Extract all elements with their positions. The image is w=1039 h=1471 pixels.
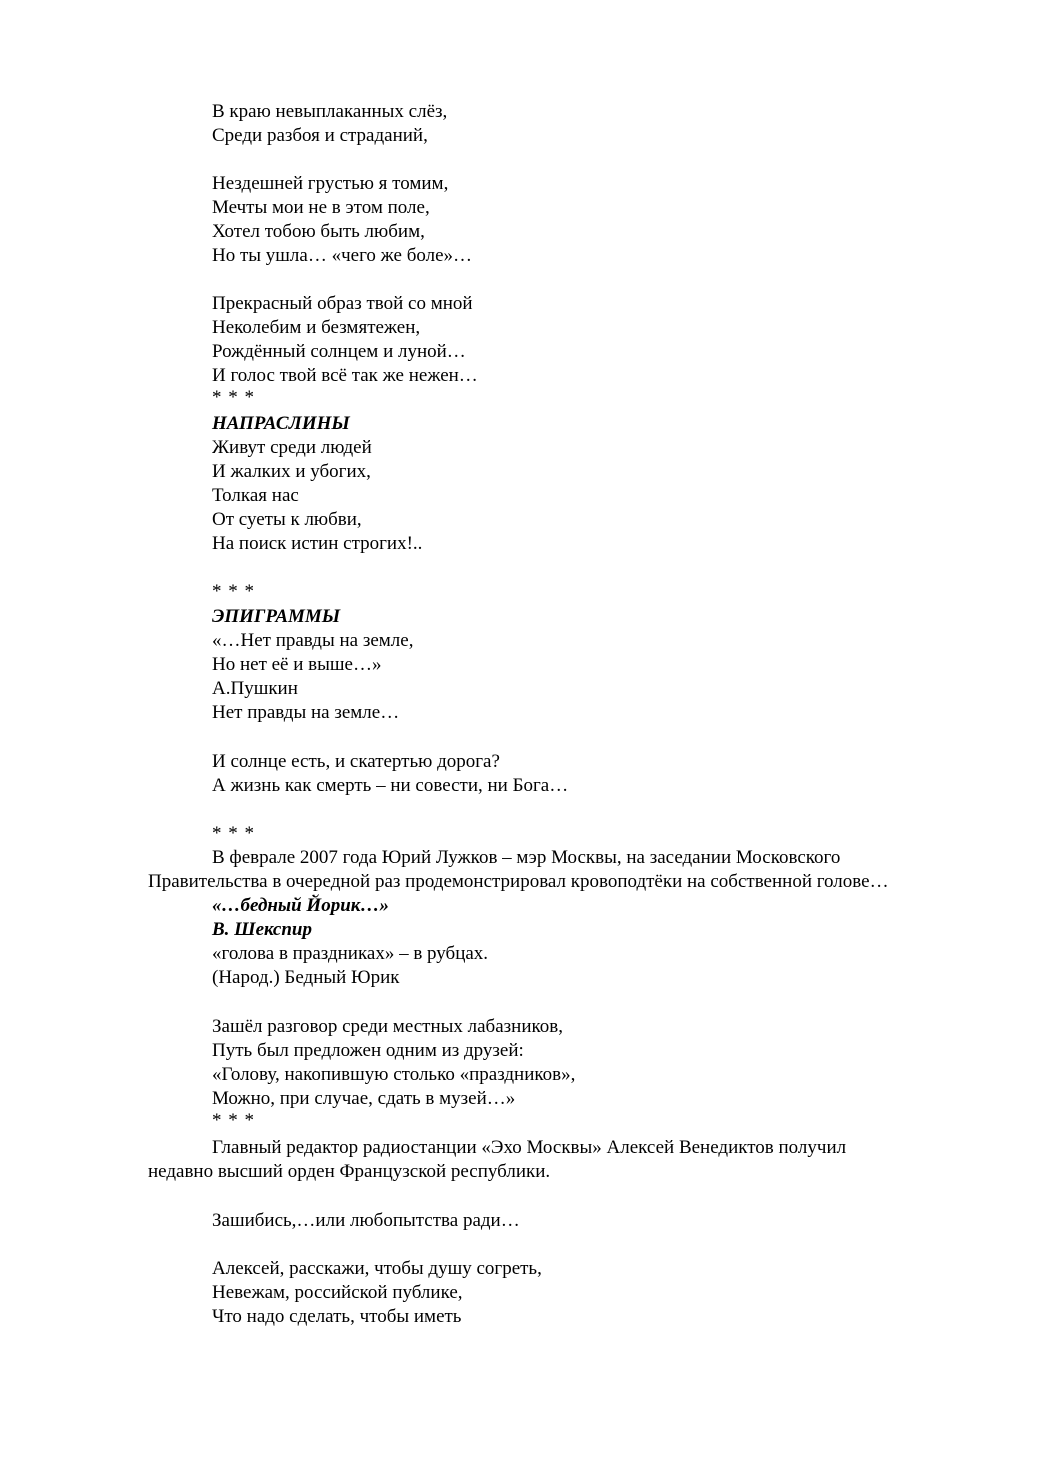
poem-line: Зашёл разговор среди местных лабазников, bbox=[212, 1016, 563, 1037]
poem-line: В краю невыплаканных слёз, bbox=[212, 101, 448, 122]
poem-line: «голова в праздниках» – в рубцах. bbox=[212, 943, 489, 964]
poem-line: И жалких и убогих, bbox=[212, 461, 371, 482]
poem-line: Алексей, расскажи, чтобы душу согреть, bbox=[212, 1258, 542, 1279]
section-separator: * * * bbox=[212, 581, 255, 602]
prose-line: Правительства в очередной раз продемонстрировал кровоподтёки на собственной голове… bbox=[148, 871, 889, 892]
prose-line: Главный редактор радиостанции «Эхо Москвы» Алексей Венедиктов получил bbox=[212, 1137, 847, 1158]
poem-line: От суеты к любви, bbox=[212, 509, 362, 530]
poem-line: (Народ.) Бедный Юрик bbox=[212, 967, 400, 988]
poem-line: Нездешней грустью я томим, bbox=[212, 173, 449, 194]
epigraph-line: Но нет её и выше…» bbox=[212, 654, 382, 675]
poem-line: Нет правды на земле… bbox=[212, 702, 400, 723]
epigraph-line: «…Нет правды на земле, bbox=[212, 630, 414, 651]
poem-line: Мечты мои не в этом поле, bbox=[212, 197, 430, 218]
poem-line: Невежам, российской публике, bbox=[212, 1282, 463, 1303]
section-separator: * * * bbox=[212, 1110, 255, 1131]
poem-line: Прекрасный образ твой со мной bbox=[212, 293, 473, 314]
section-separator: * * * bbox=[212, 387, 255, 408]
poem-line: Хотел тобою быть любим, bbox=[212, 221, 425, 242]
poem-line: Живут среди людей bbox=[212, 437, 372, 458]
poem-line: Среди разбоя и страданий, bbox=[212, 125, 428, 146]
poem-line: Толкая нас bbox=[212, 485, 299, 506]
poem-line: А жизнь как смерть – ни совести, ни Бога… bbox=[212, 775, 569, 796]
poem-line: «Голову, накопившую столько «праздников», bbox=[212, 1064, 576, 1085]
poem-line: И голос твой всё так же нежен… bbox=[212, 365, 478, 386]
poem-line: Что надо сделать, чтобы иметь bbox=[212, 1306, 462, 1327]
prose-line: В феврале 2007 года Юрий Лужков – мэр Москвы, на заседании Московского bbox=[212, 847, 841, 868]
section-heading: НАПРАСЛИНЫ bbox=[212, 413, 350, 434]
section-separator: * * * bbox=[212, 823, 255, 844]
poem-line: Зашибись,…или любопытства ради… bbox=[212, 1210, 520, 1231]
epigraph-author: А.Пушкин bbox=[212, 678, 298, 699]
poem-line: На поиск истин строгих!.. bbox=[212, 533, 423, 554]
prose-line: недавно высший орден Французской республики. bbox=[148, 1161, 551, 1182]
epigraph-author: В. Шекспир bbox=[212, 919, 312, 940]
section-heading: ЭПИГРАММЫ bbox=[212, 606, 341, 627]
poem-line: Путь был предложен одним из друзей: bbox=[212, 1040, 524, 1061]
poem-line: Можно, при случае, сдать в музей…» bbox=[212, 1088, 516, 1109]
poem-line: Рождённый солнцем и луной… bbox=[212, 341, 466, 362]
poem-line: Неколебим и безмятежен, bbox=[212, 317, 421, 338]
epigraph-quote: «…бедный Йорик…» bbox=[212, 895, 389, 916]
poem-line: И солнце есть, и скатертью дорога? bbox=[212, 751, 500, 772]
poem-line: Но ты ушла… «чего же боле»… bbox=[212, 245, 473, 266]
